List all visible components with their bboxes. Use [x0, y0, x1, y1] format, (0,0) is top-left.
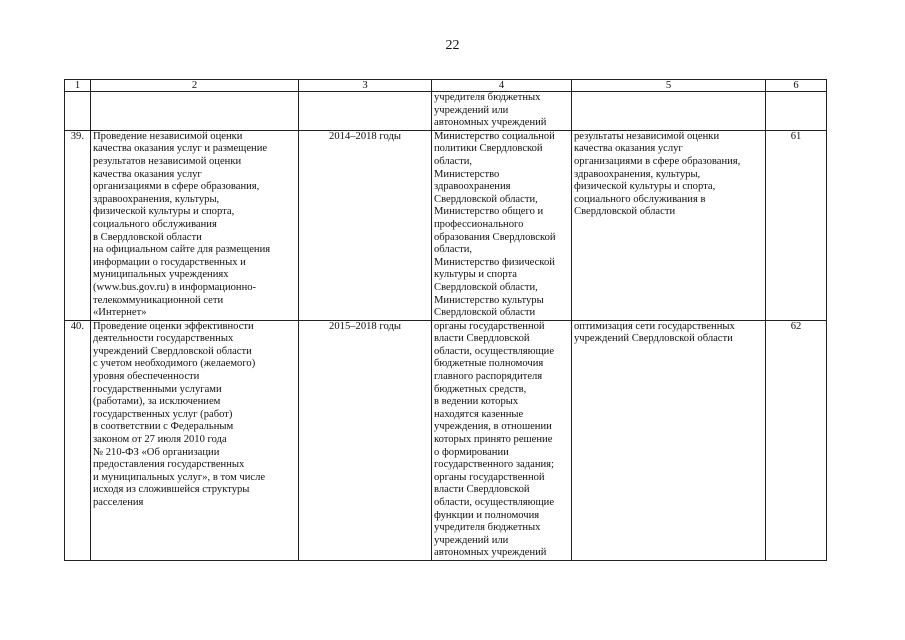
cell-line: учреждений или	[434, 534, 509, 546]
cell-code	[766, 92, 827, 131]
cell-code: 62	[766, 320, 827, 560]
cell-line: в ведении которых	[434, 396, 519, 408]
header-cell-6: 6	[766, 80, 827, 92]
cell-line: № 210-ФЗ «Об организации	[93, 446, 220, 458]
cell-line: результаты независимой оценки	[574, 130, 720, 142]
measures-table	[64, 79, 827, 561]
cell-line: культуры и спорта	[434, 269, 517, 281]
cell-years	[299, 92, 432, 131]
cell-line: и муниципальных услуг», в том числе	[93, 471, 266, 483]
table-row-40	[65, 320, 827, 560]
cell-line: находятся казенные	[434, 408, 524, 420]
cell-line: (работами), за исключением	[93, 396, 221, 408]
cell-line: бюджетных средств,	[434, 383, 527, 395]
cell-line: телекоммуникационной сети	[93, 294, 224, 306]
cell-num	[65, 92, 91, 131]
cell-line: социального обслуживания	[93, 218, 217, 230]
cell-line: физической культуры и спорта,	[574, 181, 716, 193]
header-cell-4: 4	[432, 80, 572, 92]
cell-line: с учетом необходимого (желаемого)	[93, 358, 256, 370]
cell-line: качества оказания услуг	[93, 168, 202, 180]
cell-result	[572, 320, 766, 560]
cell-line: органы государственной	[434, 471, 545, 483]
page-number: 22	[445, 38, 460, 53]
cell-line: автономных учреждений	[434, 117, 547, 129]
cell-line: области, осуществляющие	[434, 345, 555, 357]
cell-line: учреждений Свердловской области	[574, 333, 733, 345]
cell-line: расселения	[93, 497, 144, 508]
cell-line: здравоохранения, культуры,	[574, 168, 701, 180]
cell-line: социального обслуживания в	[574, 193, 706, 205]
cell-responsible	[432, 130, 572, 320]
header-cell-3: 3	[299, 80, 432, 92]
cell-line: бюджетные полномочия	[434, 358, 544, 370]
cell-line: предоставления государственных	[93, 459, 245, 471]
cell-line: организациями в сфере образования,	[93, 181, 260, 193]
cell-responsible	[432, 92, 572, 131]
cell-line: государственного задания;	[434, 459, 554, 471]
cell-description	[91, 92, 299, 131]
cell-line: здравоохранения, культуры,	[93, 193, 220, 205]
cell-years: 2014–2018 годы	[299, 130, 432, 320]
cell-line: муниципальных учреждениях	[93, 269, 229, 281]
cell-line: качества оказания услуг и размещение	[93, 143, 268, 155]
cell-line: деятельности государственных	[93, 333, 234, 345]
cell-line: органы государственной	[434, 320, 545, 332]
cell-line: Министерство	[434, 168, 500, 180]
cell-line: политики Свердловской	[434, 143, 543, 155]
cell-line: образования Свердловской	[434, 231, 556, 243]
cell-line: власти Свердловской	[434, 333, 530, 345]
cell-line: Министерство культуры	[434, 294, 544, 306]
cell-line: учреждений Свердловской области	[93, 345, 252, 357]
cell-line: результатов независимой оценки	[93, 155, 242, 167]
cell-line: Министерство физической	[434, 256, 555, 268]
cell-line: качества оказания услуг	[574, 143, 683, 155]
cell-line: о формировании	[434, 446, 509, 458]
cell-line: оптимизация сети государственных	[574, 320, 735, 332]
cell-line: автономных учреждений	[434, 547, 547, 559]
cell-num: 40.	[65, 320, 91, 560]
cell-line: в соответствии с Федеральным	[93, 421, 234, 433]
table-row-continuation	[65, 92, 827, 131]
header-cell-1: 1	[65, 80, 91, 92]
cell-code: 61	[766, 130, 827, 320]
cell-line: здравоохранения	[434, 181, 511, 193]
table-header-row	[65, 80, 827, 92]
cell-line: функции и полномочия	[434, 509, 540, 521]
cell-line: на официальном сайте для размещения	[93, 244, 271, 256]
cell-result	[572, 130, 766, 320]
cell-line: учредителя бюджетных	[434, 522, 541, 534]
cell-line: Свердловской области,	[434, 281, 538, 293]
cell-years: 2015–2018 годы	[299, 320, 432, 560]
cell-line: Министерство социальной	[434, 130, 555, 142]
cell-line: «Интернет»	[93, 307, 147, 319]
cell-line: Свердловской области	[574, 206, 676, 218]
cell-line: физической культуры и спорта,	[93, 206, 235, 218]
header-cell-5: 5	[572, 80, 766, 92]
table-row-39	[65, 130, 827, 320]
cell-line: Проведение оценки эффективности	[93, 320, 254, 332]
cell-line: государственными услугами	[93, 383, 222, 395]
cell-line: учреждения, в отношении	[434, 421, 552, 433]
cell-line: информации о государственных и	[93, 256, 246, 268]
cell-line: Министерство общего и	[434, 206, 544, 218]
cell-description	[91, 130, 299, 320]
cell-line: учредителя бюджетных	[434, 92, 541, 103]
cell-description	[91, 320, 299, 560]
cell-line: в Свердловской области	[93, 231, 202, 243]
cell-num: 39.	[65, 130, 91, 320]
cell-result	[572, 92, 766, 131]
cell-line: области,	[434, 244, 473, 256]
cell-line: области, осуществляющие	[434, 497, 555, 508]
cell-line: (www.bus.gov.ru) в информационно-	[93, 281, 257, 293]
cell-line: которых принято решение	[434, 434, 553, 446]
cell-line: Проведение независимой оценки	[93, 130, 243, 142]
cell-responsible	[432, 320, 572, 560]
cell-line: уровня обеспеченности	[93, 371, 200, 383]
cell-line: области,	[434, 155, 473, 167]
header-cell-2: 2	[91, 80, 299, 92]
cell-line: власти Свердловской	[434, 484, 530, 496]
cell-line: государственных услуг (работ)	[93, 408, 233, 420]
cell-line: организациями в сфере образования,	[574, 155, 741, 167]
cell-line: профессионального	[434, 218, 524, 230]
cell-line: учреждений или	[434, 104, 509, 116]
cell-line: законом от 27 июля 2010 года	[93, 434, 227, 446]
cell-line: Свердловской области	[434, 307, 536, 319]
cell-line: главного распорядителя	[434, 371, 543, 383]
cell-line: исходя из сложившейся структуры	[93, 484, 250, 496]
cell-line: Свердловской области,	[434, 193, 538, 205]
